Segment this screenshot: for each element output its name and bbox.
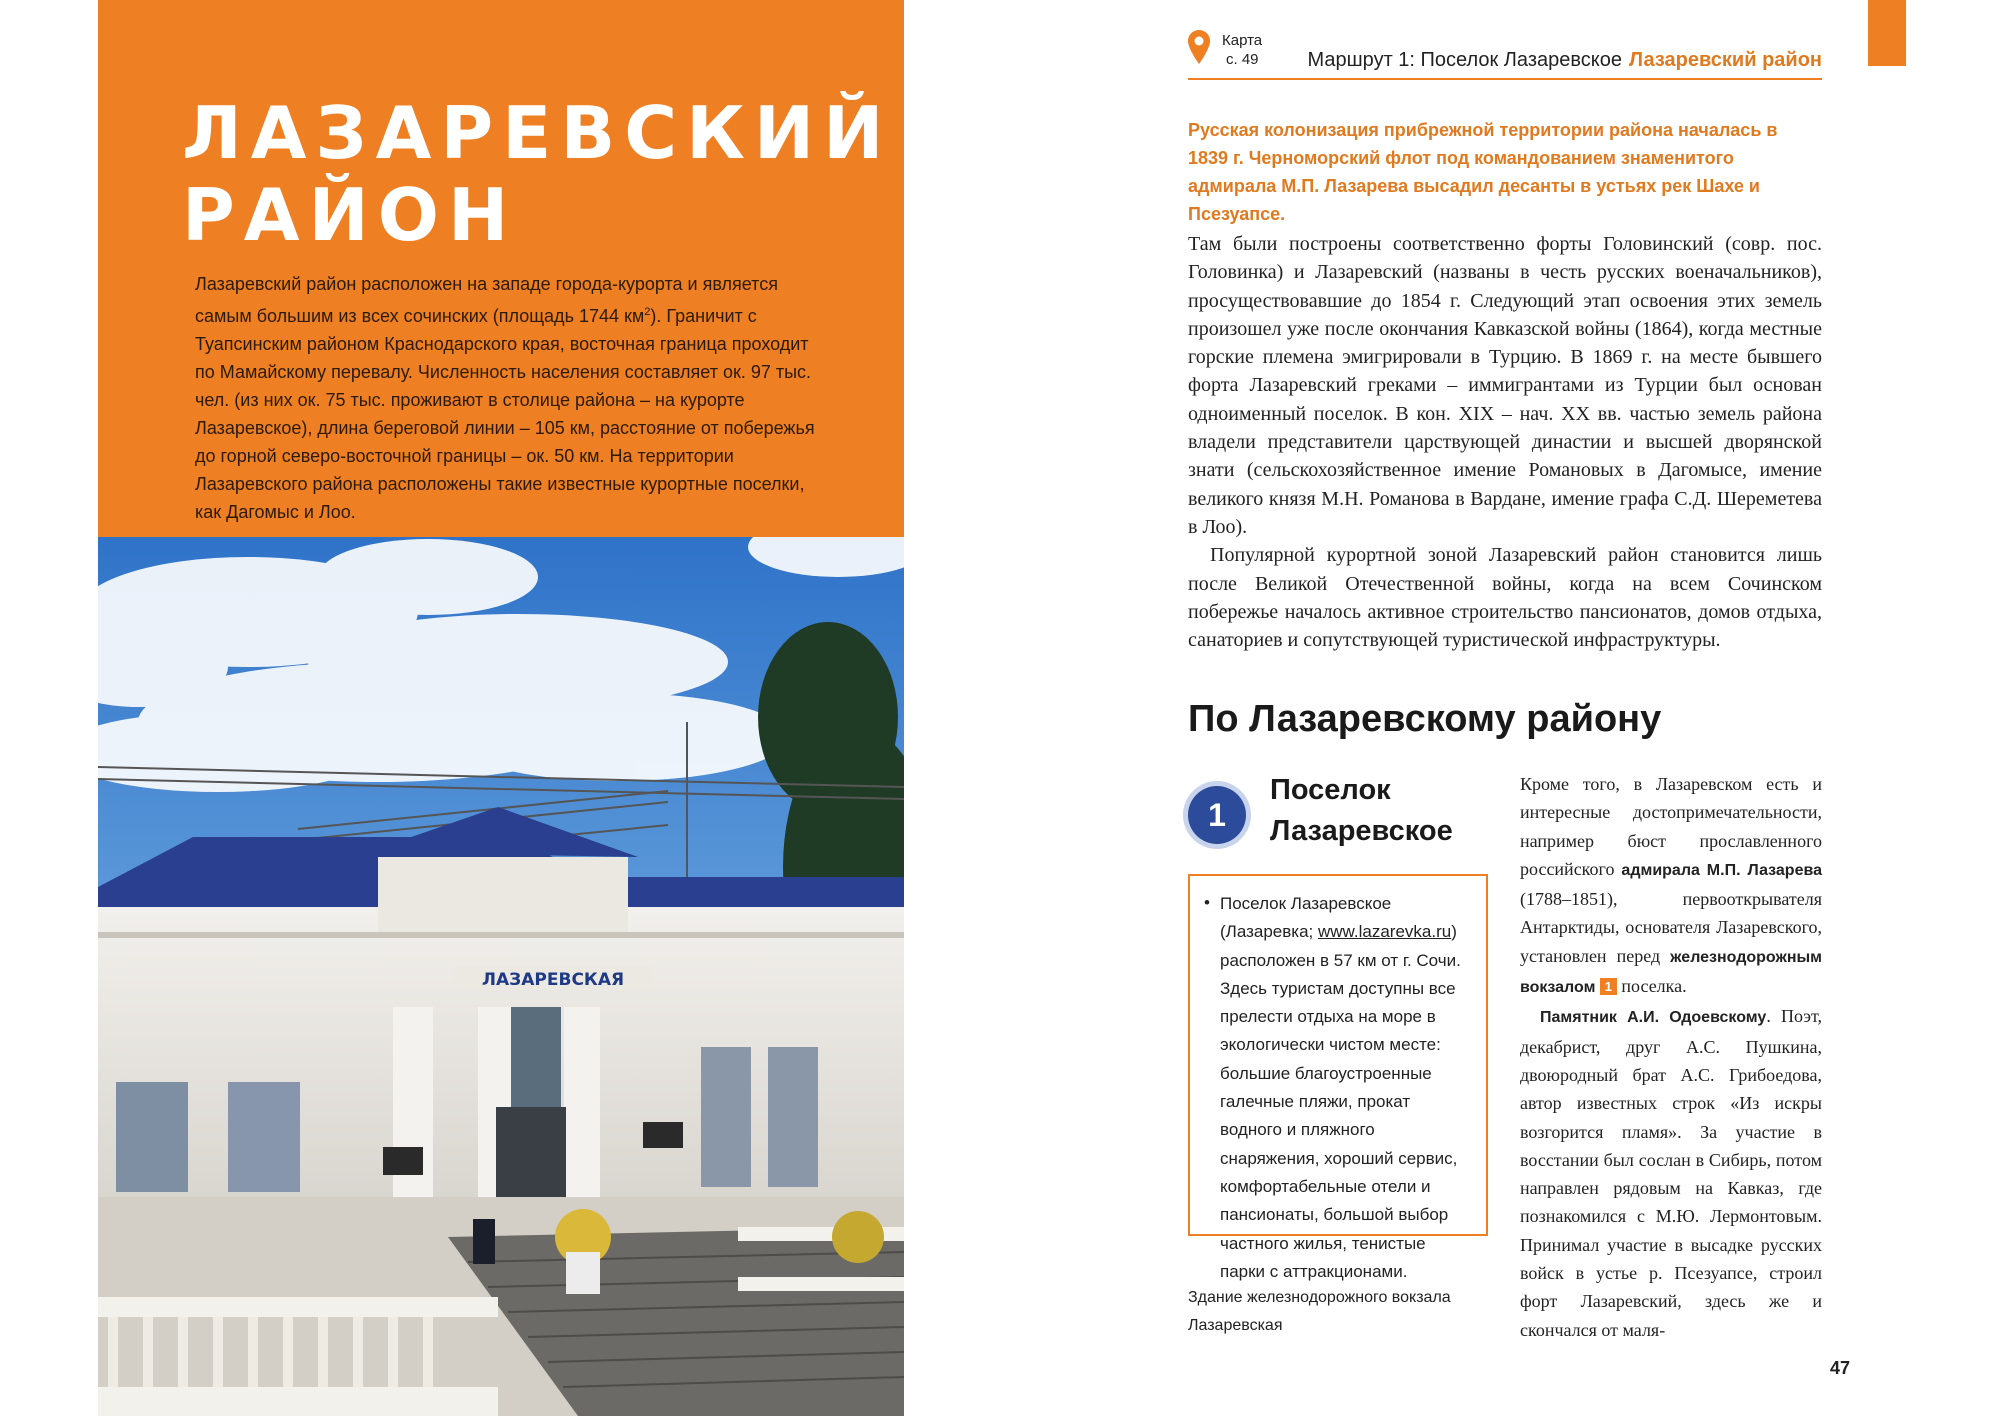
running-header (1188, 28, 1822, 80)
photo-caption (1188, 1284, 1488, 1340)
district-intro (195, 270, 815, 526)
page-number: 47 (1830, 1358, 1851, 1378)
body-paragraph-2: Популярной курортной зоной Лазаревский район становится лишь после Великой Отечественной войны, когда на всем Сочинском побережье началось активное строительство пансионатов, домов отдыха, санаториев и сопутствующей туристической инфраструктуры. (1188, 544, 1822, 652)
intro-text-2: ). Граничит с Туапсинским районом Краснодарского края, восточная граница проходит по Мамайскому перевалу. Численность населения составляет ок. 97 тыс. чел. (из них ок. 75 тыс. проживают в столице района – на курорте Лазаревское), длина береговой линии – 105 км, расстояние от побережья до горной северо-восточной границы – ок. 50 км. На территории Лазаревского района расположены такие известные курортные поселки, как Дагомыс и Лоо. (195, 306, 815, 522)
title-panel (98, 0, 904, 537)
section-heading: По Лазаревскому району (1188, 698, 1662, 740)
title-line-2: РАЙОН (182, 173, 518, 257)
column-text-1a: Кроме того, в Лазаревском есть и интересные достопримечательности, например бюст прославленного российского (1520, 774, 1822, 879)
map-marker-badge: 1 (1600, 978, 1617, 995)
place-heading-line-2: Лазаревское (1270, 815, 1453, 847)
odoevsky-monument-term: Памятник А.И. Одоевскому (1540, 1009, 1767, 1027)
website-link[interactable]: www.lazarevka.ru (1317, 922, 1452, 942)
railway-station-photo (98, 537, 904, 1416)
caption-line-1: Здание железнодорожного вокзала (1188, 1289, 1451, 1306)
intro-superscript: 2 (644, 306, 651, 318)
info-text-1: Поселок Лазаревское (Лазаревка; (1220, 894, 1392, 942)
right-column-text (1520, 770, 1822, 1344)
place-heading-line-1: Поселок (1270, 774, 1391, 806)
info-text-2: ) расположен в 57 км от г. Сочи. Здесь туристам доступны все прелести отдыха на море в экологически чистом месте: большие благоустроенные галечные пляжи, прокат водного и пляжного снаряжения, хороший сервис, комфортабельные отели и пансионаты, большой выбор частного жилья, тенистые парки с аттракционами. (1220, 922, 1461, 1281)
body-paragraph-1: Там были построены соответственно форты Головинский (совр. пос. Головинка) и Лазаревский (названы в честь русских военачальников), просуществовавшие до 1854 г. Следующий этап освоения этих земель произошел уже после окончания Кавказской войны (1864), когда местные горские племена эмигрировали в Турцию. В 1869 г. на месте бывшего форта Лазаревский греками – иммигрантами из Турции был основан одноименный поселок. В кон. XIX – нач. XX вв. частью земель района владели представители царствующей династии и высшей дворянской знати (сельскохозяйственное имение Романовых в Дагомысе, имение великого князя М.Н. Романова в Вардане, имение графа С.Д. Шереметева в Лоо). (1188, 233, 1822, 538)
column-text-1c: (1788–1851), первооткрывателя Антарктиды, основателя Лазаревского, установлен перед (1520, 889, 1822, 966)
title-line-1: ЛАЗАРЕВСКИЙ (182, 91, 893, 175)
place-heading (1270, 770, 1490, 852)
map-pin-icon (1188, 30, 1210, 64)
place-number-badge: 1 (1188, 786, 1246, 844)
caption-line-2: Лазаревская (1188, 1317, 1283, 1334)
railway-station-term: железнодорожным вокзалом (1520, 948, 1822, 997)
intro-text-1: Лазаревский район расположен на западе города-курорта и является самым большим из всех сочинских (площадь 1744 км (195, 274, 778, 326)
column-text-1e: поселка. (1616, 976, 1687, 997)
district-title (182, 92, 892, 256)
terrace-and-stairs (98, 1197, 904, 1416)
map-reference-page[interactable]: с. 49 (1226, 51, 1259, 68)
route-title: Маршрут 1: Поселок Лазаревское (1307, 49, 1622, 71)
chapter-tab (1868, 0, 1906, 66)
column-paragraph-2 (1520, 1002, 1822, 1344)
station-sign: ЛАЗАРЕВСКАЯ (481, 970, 625, 990)
district-running-title: Лазаревский район (1628, 49, 1822, 71)
column-text-2b: . Поэт, декабрист, друг А.С. Пушкина, двоюродный брат А.С. Грибоедова, автор известных строк «Из искры возгорится пламя». За участие в восстании был сослан в Сибирь, потом направлен рядовым на Кавказ, где познакомился с М.Ю. Лермонтовым. Принимал участие в высадке русских войск в устье р. Псезуапсе, строил форт Лазаревский, здесь же и скончался от маля- (1520, 1006, 1822, 1340)
info-box (1188, 874, 1488, 1281)
body-text (1188, 230, 1822, 654)
map-reference-label[interactable]: Карта (1222, 32, 1263, 49)
column-paragraph-1 (1520, 770, 1822, 1002)
admiral-lazarev-term: адмирала М.П. Лазарева (1621, 861, 1822, 879)
bullet-icon: • (1204, 893, 1210, 912)
lead-paragraph: Русская колонизация прибрежной территории района началась в 1839 г. Черноморский флот под командованием знаменитого адмирала М.П. Лазарева высадил десанты в устьях рек Шахе и Псезуапсе. (1188, 120, 1778, 224)
